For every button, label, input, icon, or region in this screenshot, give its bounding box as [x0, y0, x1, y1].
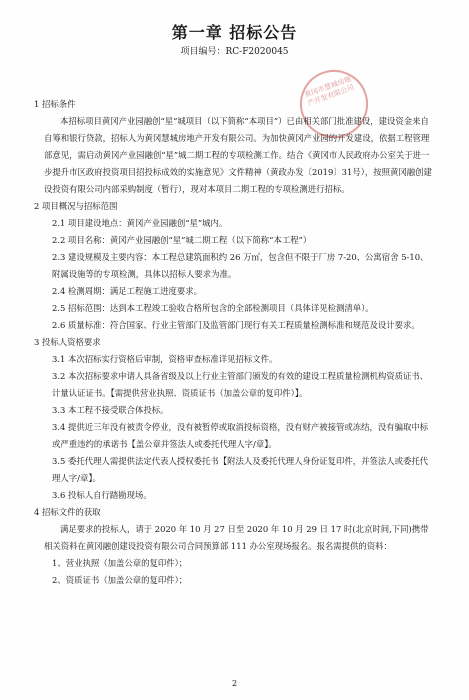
paragraph: 3.2 本次招标要求申请人具备省级及以上行业主管部门颁发的有效的建设工程质量检测机构资质证书、计量认证证书。【需提供营业执照、资质证书（加盖公章的复印件）】。: [52, 371, 429, 398]
paragraph: 3.3 本工程不接受联合体投标。: [52, 405, 169, 415]
paragraph: 3.6 投标人自行踏勘现场。: [52, 490, 152, 500]
paragraph: 2.3 建设规模及主要内容：本工程总建筑面积约 26 万㎡，包含但不限于厂房 7-20、公寓宿舍 5-10、附属设施等的专项检测，具体以招标人要求为准。: [52, 252, 429, 279]
section-heading: 2 项目概况与招标范围: [34, 201, 118, 211]
section-heading: 1 招标条件: [34, 99, 76, 109]
paragraph: 3.4 提供近三年没有被责令停业，没有被暂停或取消投标资格，没有财产被接管或冻结，没有骗取中标或严重违约的承诺书【盖公章并签法人或委托代理人字/章】。: [52, 422, 429, 449]
section-4: [34, 504, 436, 589]
paragraph: 2、资质证书（加盖公章的复印件）；: [52, 575, 188, 585]
document-body: [34, 96, 436, 589]
paragraph: 1、营业执照（加盖公章的复印件）；: [52, 558, 188, 568]
section-1: [34, 96, 436, 198]
paragraph: 满足要求的投标人，请于 2020 年 10 月 27 日至 2020 年 10 月 29 日 17 时(北京时间,下同)携带相关资料在黄冈融创建设投资有限公司合同预算部 111 办公室现场报名。报名需提供的资料：: [44, 524, 429, 551]
paragraph: 2.6 质量标准：符合国家、行业主管部门及监管部门现行有关工程质量检测标准和规范及设计要求。: [52, 320, 420, 330]
paragraph: 2.4 检测周期：满足工程施工进度要求。: [52, 286, 202, 296]
paragraph: 3.5 委托代理人需提供法定代表人授权委托书【附法人及委托代理人身份证复印件，并签法人或委托代理人字/章】。: [52, 456, 429, 483]
page-number: 2: [231, 679, 238, 688]
chapter-title: 第一章 招标公告: [171, 23, 298, 42]
paragraph: 本招标项目黄冈产业园融创“星”城项目（以下简称“本项目”）已由相关部门批准建设，建设资金来自自筹和银行贷款，招标人为黄冈慧城房地产开发有限公司。为加快黄冈产业园的开发建设，依据工程管理部意见，需启动黄冈产业园融创“星”城二期工程的专项检测工作。结合《黄冈市人民政府办公室关于进一步提升市区政府投资项目招投标成效的实施意见》文件精神（黄政办发〔2019〕31号），按照黄冈融创建设投资有限公司内部采购制度（暂行），现对本项目二期工程的专项检测进行招标。: [44, 116, 432, 194]
paragraph: 2.5 招标范围：达到本工程竣工验收合格所包含的全部检测项目（具体详见检测清单）。: [52, 303, 374, 313]
seal-text: 黄冈市慧城房地产开发有限公司: [303, 74, 356, 108]
project-number: 项目编号：RC-F2020045: [180, 47, 289, 57]
section-heading: 4 招标文件的获取: [34, 507, 101, 517]
section-2: [34, 198, 436, 334]
paragraph: 2.1 项目建设地点：黄冈产业园融创“星”城内。: [52, 218, 228, 228]
section-3: [34, 334, 436, 504]
paragraph: 3.1 本次招标实行资格后审制，资格审查标准详见招标文件。: [52, 354, 278, 364]
section-heading: 3 投标人资格要求: [34, 337, 101, 347]
paragraph: 2.2 项目名称：黄冈产业园融创“星”城二期工程（以下简称“本工程”）: [52, 235, 312, 245]
